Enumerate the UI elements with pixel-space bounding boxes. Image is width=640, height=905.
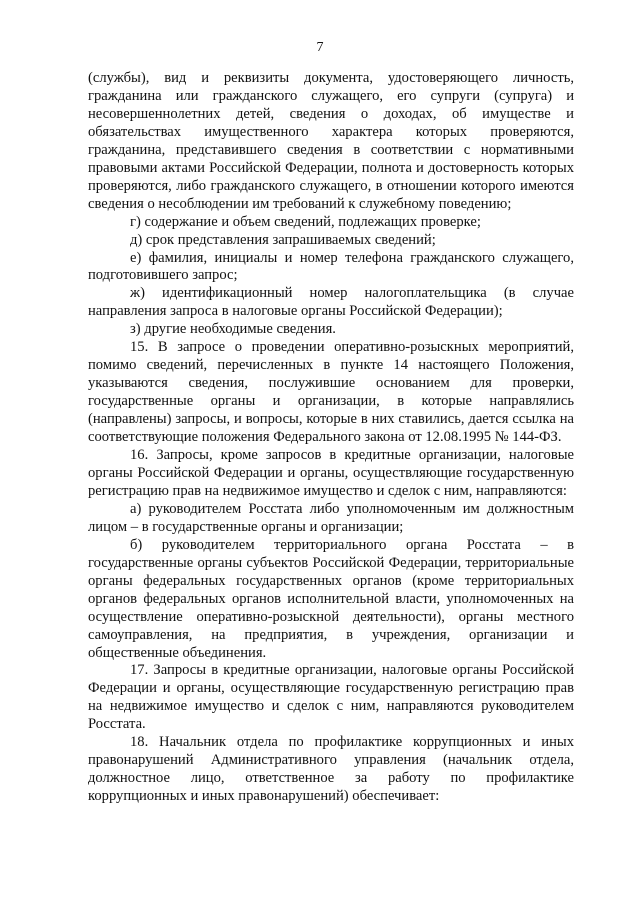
paragraph-item-e: е) фамилия, инициалы и номер телефона гражданского служащего, подготовившего запрос;: [88, 249, 574, 284]
paragraph-clause-16: 16. Запросы, кроме запросов в кредитные организации, налоговые органы Российской Федерации и органы, осуществляющие государственную регистрацию прав на недвижимое имущество и сделок с ним, направляются:: [88, 447, 574, 499]
paragraph-continuation: (службы), вид и реквизиты документа, удостоверяющего личность, гражданина или гражданского служащего, его супруги (супруга) и несовершеннолетних детей, сведения о доходах, об имуществе и обязательствах имущественного характера которых проверяются, гражданина, представившего сведения в соответствии с нормативными правовыми актами Российской Федерации, полнота и достоверность которых проверяются, либо гражданского служащего, в отношении которого имеются сведения о несоблюдении им требований к служебному поведению;: [88, 70, 574, 212]
paragraph-item-z: з) другие необходимые сведения.: [130, 321, 336, 338]
paragraph-clause-18: 18. Начальник отдела по профилактике коррупционных и иных правонарушений Административного управления (начальник отдела, должностное лицо, ответственное за работу по профилактике коррупционных и иных правонарушений) обеспечивает:: [88, 734, 574, 805]
paragraph-item-zh: ж) идентификационный номер налогоплательщика (в случае направления запроса в налоговые органы Российской Федерации);: [88, 285, 574, 320]
document-body: [88, 70, 574, 806]
paragraph-clause-15: 15. В запросе о проведении оперативно-розыскных мероприятий, помимо сведений, перечисленных в пункте 14 настоящего Положения, указываются сведения, послужившие основанием для проверки, государственные органы и организации, в которые направлялись (направлены) запросы, и вопросы, которые в них ставились, дается ссылка на соответствующие положения Федерального закона от 12.08.1995 № 144-ФЗ.: [88, 339, 574, 446]
paragraph-item-a: а) руководителем Росстата либо уполномоченным им должностным лицом – в государственные органы и организации;: [88, 500, 574, 535]
paragraph-item-b: б) руководителем территориального органа Росстата – в государственные органы субъектов Российской Федерации, территориальные органы федеральных государственных органов (кроме территориальных органов федеральных органов исполнительной власти, уполномоченных на осуществление оперативно-розыскной деятельности), органы местного самоуправления, на предприятия, в учреждения, организации и общественные объединения.: [88, 536, 574, 661]
paragraph-clause-17: 17. Запросы в кредитные организации, налоговые органы Российской Федерации и органы, осуществляющие государственную регистрацию прав на недвижимое имущество и сделок с ним, направляются руководителем Росстата.: [88, 662, 574, 733]
paragraph-item-g: г) содержание и объем сведений, подлежащих проверке;: [130, 213, 481, 230]
page-number: 7: [316, 40, 324, 55]
paragraph-item-d: д) срок представления запрашиваемых сведений;: [130, 231, 436, 248]
